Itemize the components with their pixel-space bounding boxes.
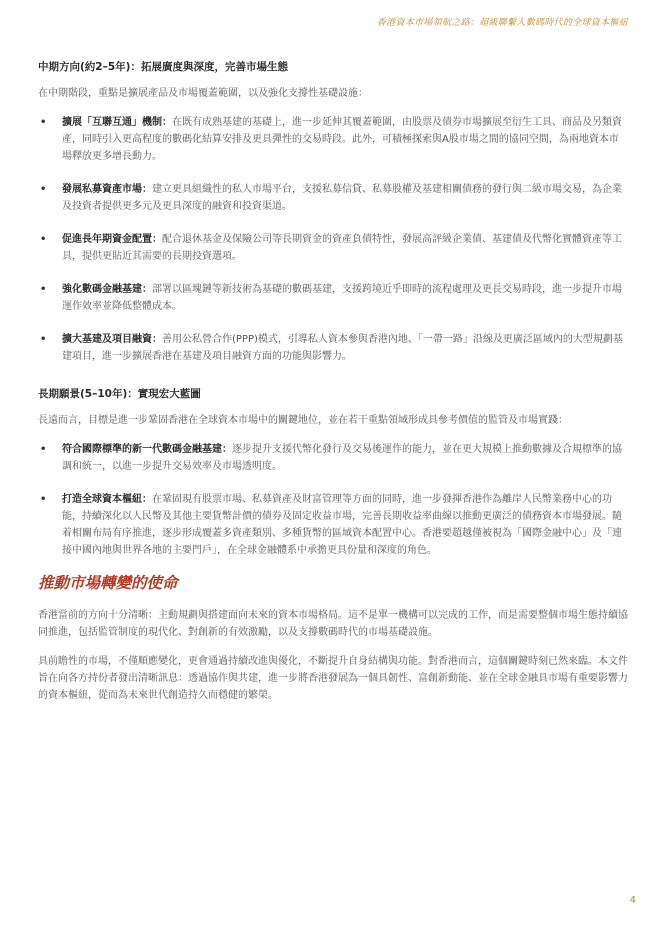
bullet-dot-icon: •: [40, 284, 47, 295]
bullet-item: [38, 331, 628, 365]
bullet-text: 部署以區塊鏈等新技術為基礎的數碼基建，支援跨境近乎即時的流程處理及更長交易時段，進一步提升市場運作效率並降低整體成本。: [62, 284, 622, 312]
bullet-dot-icon: •: [40, 444, 47, 455]
bullet-item: [38, 281, 628, 315]
bullet-title: 發展私募資產市場：: [62, 184, 152, 195]
bullet-dot-icon: •: [40, 184, 47, 195]
bullet-title: 打造全球資本樞紐：: [62, 494, 152, 505]
bullet-item: [38, 231, 628, 265]
transformation-heading: 推動市場轉變的使命: [38, 574, 178, 592]
bullet-title: 符合國際標準的新一代數碼金融基建：: [62, 444, 232, 455]
bullet-text: 建立更具組織性的私人市場平台，支援私募信貸、私募股權及基建相關債務的發行與二級市場交易，為企業及投資者提供更多元及更具深度的融資和投資渠道。: [62, 184, 622, 212]
mid-term-bullet-list: [38, 114, 628, 365]
bullet-dot-icon: •: [40, 334, 47, 345]
transformation-paragraph: 香港當前的方向十分清晰：主動規劃與搭建面向未來的資本市場格局。這不是單一機構可以完成的工作，而是需要整個市場生態持續協同推進，包括監管制度的現代化、對創新的有效激勵，以及支撐數碼時代的市場基礎設施。: [38, 610, 628, 638]
transformation-paragraph: 具前瞻性的市場，不僅順應變化，更會通過持續改進與優化，不斷提升自身結構與功能。對香港而言，這個關鍵時刻已然來臨。本文件旨在向各方持份者發出清晰訊息：透過協作與共建，進一步將香港發展為一個具韌性、富創新動能、並在全球金融具市場有重要影響力的資本樞紐，從而為未來世代創造持久而穩健的繁榮。: [38, 656, 628, 701]
bullet-text: 在鞏固現有股票市場、私募資產及財富管理等方面的同時，進一步發揮香港作為離岸人民幣業務中心的功能，持續深化以人民幣及其他主要貨幣計價的債券及固定收益市場，完善長期收益率曲線以推動更廣泛的債務資本市場發展。隨着相關布局有序推進，逐步形成覆蓋多資產類別、多種貨幣的區域資本配置中心。香港要超越僅被視為「國際金融中心」及「連接中國內地與世界各地的主要門戶」，在全球金融體系中承擔更具份量和深度的角色。: [62, 494, 622, 556]
bullet-title: 擴大基建及項目融資：: [62, 334, 162, 345]
mid-term-heading: 中期方向(約2–5年)：拓展廣度與深度，完善市場生態: [38, 61, 288, 73]
bullet-item: [38, 491, 628, 559]
long-term-bullet-list: [38, 441, 628, 559]
bullet-item: [38, 181, 628, 215]
bullet-item: [38, 441, 628, 475]
bullet-dot-icon: •: [40, 234, 47, 245]
bullet-text: 善用公私營合作(PPP)模式，引導私人資本參與香港內地、「一帶一路」沿線及更廣泛區域內的大型規劃基建項目，進一步擴展香港在基建及項目融資方面的功能與影響力。: [62, 334, 623, 362]
running-header: 香港資本市場領航之路：超級聯繫人數碼時代的全球資本樞紐: [376, 18, 628, 28]
bullet-item: [38, 114, 628, 165]
mid-term-intro: 在中期階段，重點是擴展產品及市場覆蓋範圍，以及強化支撐性基礎設施：: [38, 88, 368, 99]
bullet-text: 在既有成熟基建的基礎上，進一步延伸其覆蓋範圍，由股票及債券市場擴展至衍生工具、商品及另類資產，同時引入更高程度的數碼化結算安排及更具彈性的交易時段。此外，可積極探索與A股市場之間的協同空間，為兩地資本市場釋放更多增長動力。: [62, 117, 622, 162]
bullet-text: 逐步提升支援代幣化發行及交易後運作的能力，並在更大規模上推動數據及合規標準的協調和統一，以進一步提升交易效率及市場透明度。: [62, 444, 622, 472]
long-term-intro: 長遠而言，目標是進一步鞏固香港在全球資本市場中的關鍵地位，並在若干重點領域形成具參考價值的監管及市場實踐：: [38, 415, 568, 426]
long-term-heading: 長期願景(5–10年)：實現宏大藍圖: [38, 388, 201, 400]
bullet-dot-icon: •: [40, 117, 47, 128]
bullet-title: 強化數碼金融基建：: [62, 284, 152, 295]
main-content: [38, 60, 628, 716]
bullet-text: 配合退休基金及保險公司等長期資金的資產負債特性，發展高評級企業債、基建債及代幣化實體資產等工具，提供更貼近其需要的長期投資選項。: [62, 234, 622, 262]
bullet-dot-icon: •: [40, 494, 47, 505]
bullet-title: 擴展「互聯互通」機制：: [62, 117, 172, 128]
bullet-title: 促進長年期資金配置：: [62, 234, 162, 245]
page-number: 4: [629, 895, 636, 906]
